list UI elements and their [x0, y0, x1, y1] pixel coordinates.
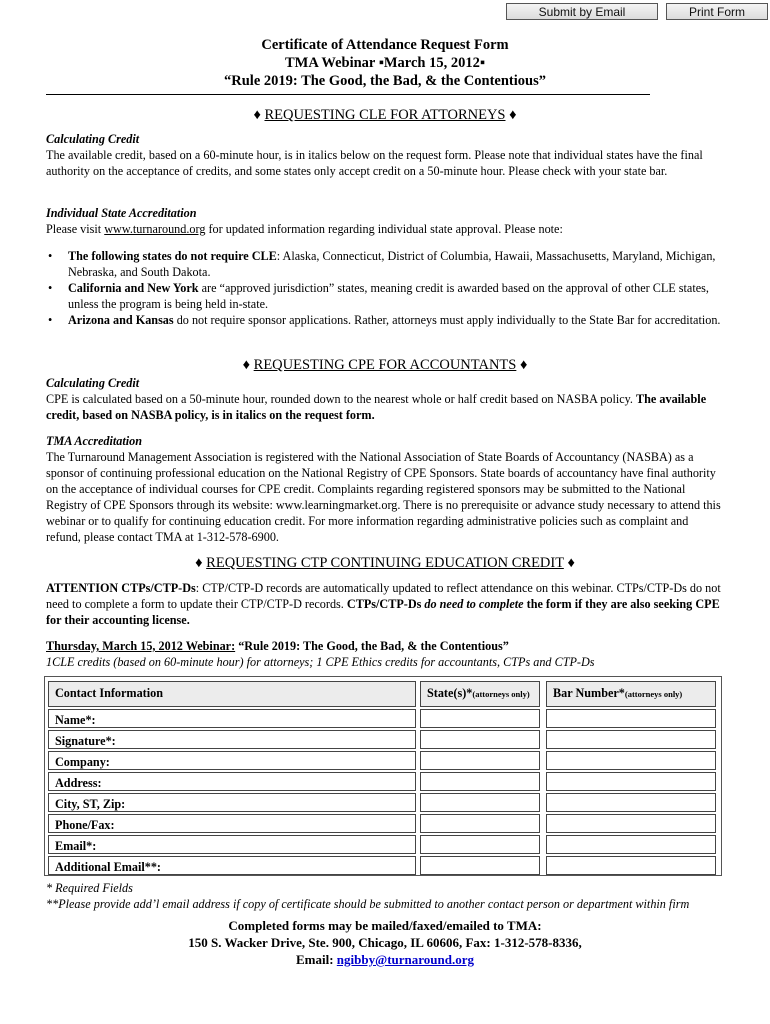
cpe-calc-title: Calculating Credit — [46, 376, 140, 390]
cle-state-list — [46, 248, 722, 328]
webinar-title: “Rule 2019: The Good, the Bad, & the Contentious” — [224, 73, 546, 89]
email-field[interactable] — [48, 835, 416, 854]
cpe-section-heading — [0, 356, 770, 374]
ctp-attn-bold3: the form if they are also seeking CPE for their accounting license. — [46, 597, 720, 627]
submit-by-email-button[interactable]: Submit by Email — [506, 3, 658, 20]
company-label: Company: — [55, 755, 110, 769]
webinar-credits: 1CLE credits (based on 60-minute hour) for attorneys; 1 CPE Ethics credits for accountants, CTPs and CTP-Ds — [46, 655, 595, 669]
form-title: Certificate of Attendance Request Form — [261, 37, 509, 53]
cle-section-heading — [0, 106, 770, 124]
list-item — [46, 280, 722, 312]
diamond-icon: ♦ — [519, 357, 528, 373]
additional-email-field[interactable] — [48, 856, 416, 875]
footer-email-line — [0, 952, 770, 968]
footer-address: 150 S. Wacker Drive, Ste. 900, Chicago, IL 60606, Fax: 1-312-578-8336, — [188, 935, 582, 950]
bar-number-input[interactable] — [546, 793, 716, 812]
footer-email-label: Email: — [295, 952, 337, 967]
tma-email-link[interactable]: ngibby@turnaround.org — [336, 952, 474, 967]
cpe-accr-title: TMA Accreditation — [46, 434, 143, 448]
cle-accr-title: Individual State Accreditation — [46, 206, 197, 220]
print-form-button[interactable]: Print Form — [666, 3, 768, 20]
list-item — [46, 312, 722, 328]
diamond-icon: ♦ — [195, 555, 203, 571]
name-label: Name*: — [55, 713, 96, 727]
contact-information-header — [48, 681, 416, 707]
bar-number-input[interactable] — [546, 709, 716, 728]
ctp-attn-bold-italic: do need to complete — [424, 597, 524, 611]
cpe-accr-text: The Turnaround Management Association is registered with the National Association of State Boards of Accountancy (NASBA) as a sponsor of continuing professional education on the National Registry of CPE Sponsors. State boards of accountancy have final authority on the acceptance of individual courses for CPE credit. Complaints regarding registered sponsors may be submitted to the National Registry of CPE Sponsors through its website: www.learningmarket.org. There is no prerequisite or advance study necessary to attend this webinar or to qualify for continuing education credit. For more information regarding administrative policies such as complaint and refund, please contact TMA at 1-312-578-6900. — [46, 450, 721, 544]
state-input[interactable] — [420, 772, 540, 791]
additional-email-note: **Please provide add’l email address if copy of certificate should be submitted to another contact person or department within firm — [46, 897, 690, 911]
cle-heading-text: REQUESTING CLE FOR ATTORNEYS — [264, 107, 506, 123]
bullet-text: are “approved jurisdiction” states, meaning credit is awarded based on the approval of other CLE states, unless the program is being held in-state. — [68, 281, 709, 311]
phone-fax-label: Phone/Fax: — [55, 818, 115, 832]
state-input[interactable] — [420, 730, 540, 749]
state-input[interactable] — [420, 709, 540, 728]
cpe-calc-bold: The available credit, based on NASBA policy, is in italics on the request form. — [46, 392, 707, 422]
header-divider — [46, 94, 650, 95]
additional-email-label: Additional Email**: — [55, 860, 161, 874]
bar-number-input[interactable] — [546, 814, 716, 833]
bar-number-header — [546, 681, 716, 707]
webinar-title-text: “Rule 2019: The Good, the Bad, & the Contentious” — [235, 639, 509, 653]
bullet-text: : Alaska, Connecticut, District of Columbia, Hawaii, Massachusetts, Maryland, Michigan, Nebraska, and South Dakota. — [68, 249, 716, 279]
cle-accr-text — [46, 221, 722, 237]
ctp-attention-text — [46, 580, 722, 628]
signature-label: Signature*: — [55, 734, 116, 748]
bar-number-input[interactable] — [546, 751, 716, 770]
footer-line1: Completed forms may be mailed/faxed/emailed to TMA: — [228, 918, 542, 933]
ctp-attn-plain: : CTP/CTP-D records are automatically updated to reflect attendance on this webinar. CTPs/CTP-Ds do not need to complete a form to update their CTP/CTP-D records. — [46, 581, 721, 611]
state-input[interactable] — [420, 751, 540, 770]
turnaround-link[interactable]: www.turnaround.org — [104, 222, 206, 236]
states-header-label: State(s)* — [427, 686, 473, 700]
webinar-date-label: Thursday, March 15, 2012 Webinar: — [46, 639, 236, 653]
address-label: Address: — [55, 776, 102, 790]
diamond-icon: ♦ — [567, 555, 575, 571]
diamond-icon: ♦ — [242, 357, 251, 373]
list-item — [46, 248, 722, 280]
ctp-heading-text: REQUESTING CTP CONTINUING EDUCATION CREDIT — [206, 555, 564, 571]
diamond-icon: ♦ — [253, 107, 261, 123]
bar-number-input[interactable] — [546, 730, 716, 749]
bullet-bold: California and New York — [68, 281, 199, 295]
bullet-bold: Arizona and Kansas — [68, 313, 174, 327]
bar-header-note: (attorneys only) — [624, 689, 683, 699]
webinar-date-title: TMA Webinar ▪March 15, 2012▪ — [285, 55, 485, 71]
ctp-attn-bold2: CTPs/CTP-Ds — [346, 597, 425, 611]
bullet-bold: The following states do not require CLE — [68, 249, 277, 263]
state-input[interactable] — [420, 856, 540, 875]
bullet-text: do not require sponsor applications. Rather, attorneys must apply individually to the State Bar for accreditation. — [173, 313, 721, 327]
state-input[interactable] — [420, 814, 540, 833]
states-header-note: (attorneys only) — [472, 689, 530, 699]
states-header — [420, 681, 540, 707]
bar-header-label: Bar Number* — [553, 686, 625, 700]
city-state-zip-field[interactable] — [48, 793, 416, 812]
city-state-zip-label: City, ST, Zip: — [55, 797, 126, 811]
bar-number-input[interactable] — [546, 772, 716, 791]
state-input[interactable] — [420, 793, 540, 812]
cpe-calc-plain: CPE is calculated based on a 50-minute hour, rounded down to the nearest whole or half credit based on NASBA policy. — [46, 392, 637, 406]
phone-fax-field[interactable] — [48, 814, 416, 833]
email-label: Email*: — [55, 839, 97, 853]
cle-calc-text: The available credit, based on a 60-minute hour, is in italics below on the request form. Please note that individual states have the final authority on the acceptance of credits, and some states only accept credit on a 50-minute hour. Please check with your state bar. — [46, 148, 703, 178]
contact-header-label: Contact Information — [55, 686, 163, 700]
cpe-heading-text: REQUESTING CPE FOR ACCOUNTANTS — [253, 357, 517, 373]
bar-number-input[interactable] — [546, 835, 716, 854]
signature-field[interactable] — [48, 730, 416, 749]
address-field[interactable] — [48, 772, 416, 791]
webinar-heading — [46, 638, 722, 654]
ctp-section-heading — [0, 554, 770, 572]
cle-accr-post: for updated information regarding individual state approval. Please note: — [205, 222, 563, 236]
cpe-calc-text — [46, 391, 722, 423]
name-field[interactable] — [48, 709, 416, 728]
ctp-attn-bold: ATTENTION CTPs/CTP-Ds — [46, 581, 196, 595]
diamond-icon: ♦ — [509, 107, 517, 123]
state-input[interactable] — [420, 835, 540, 854]
company-field[interactable] — [48, 751, 416, 770]
cle-calc-title: Calculating Credit — [46, 132, 140, 146]
cle-accr-pre: Please visit — [46, 222, 105, 236]
required-fields-note: * Required Fields — [46, 881, 133, 895]
bar-number-input[interactable] — [546, 856, 716, 875]
